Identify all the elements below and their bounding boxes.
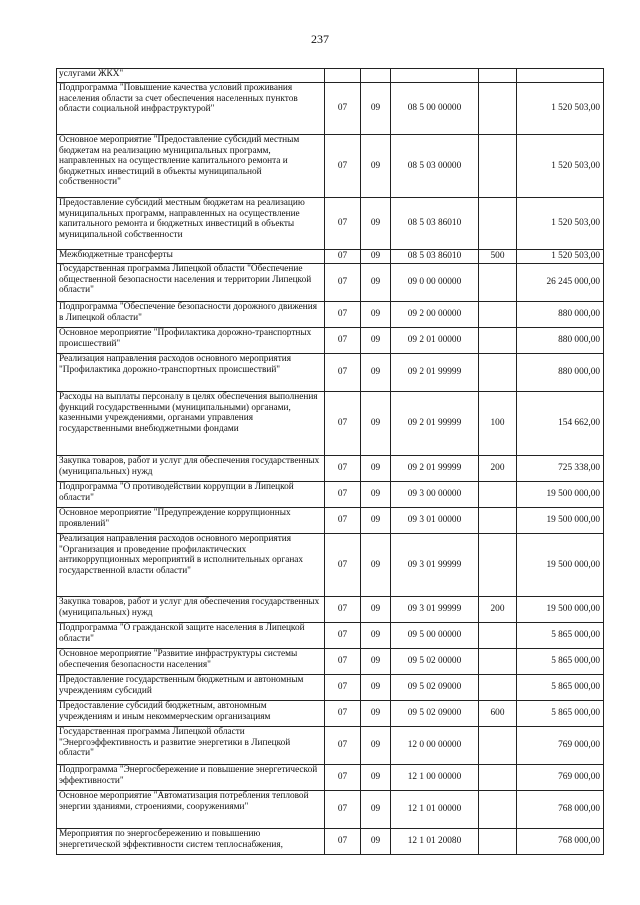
amount-cell: 154 662,00 [517,392,604,456]
expense-type-cell: 200 [479,456,517,482]
row-name-cell: Основное мероприятие "Предупреждение коррупционных проявлений" [57,508,325,534]
row-name-cell: услугами ЖКХ" [57,69,325,83]
table-row [57,765,604,791]
amount-cell: 769 000,00 [517,727,604,765]
section-code-cell: 07 [325,83,361,135]
subsection-code-cell: 09 [361,392,391,456]
expense-type-cell [479,623,517,649]
target-article-cell: 09 2 01 99999 [391,392,479,456]
section-code-cell: 07 [325,328,361,354]
section-code-cell: 07 [325,623,361,649]
table-row [57,392,604,456]
section-code-cell: 07 [325,765,361,791]
table-row [57,69,604,83]
section-code-cell: 07 [325,135,361,198]
amount-cell: 1 520 503,00 [517,198,604,250]
expense-type-cell: 200 [479,597,517,623]
expense-type-cell [479,69,517,83]
section-code-cell: 07 [325,597,361,623]
row-name-cell: Подпрограмма "Повышение качества условий проживания населения области за счет обеспечения населенных пунктов области социальной инфраструктурой" [57,83,325,135]
row-name-cell: Основное мероприятие "Предоставление субсидий местным бюджетам на реализацию муниципальных программ, направленных на осуществление капитального ремонта и бюджетных инвестиций в объекты муниципальной собственности" [57,135,325,198]
row-name-cell: Государственная программа Липецкой области "Обеспечение общественной безопасности населения и территории Липецкой области" [57,264,325,302]
subsection-code-cell: 09 [361,264,391,302]
target-article-cell: 09 5 02 09000 [391,701,479,727]
amount-cell: 768 000,00 [517,829,604,855]
amount-cell: 880 000,00 [517,328,604,354]
table-row [57,701,604,727]
amount-cell: 725 338,00 [517,456,604,482]
table-row [57,302,604,328]
expense-type-cell [479,649,517,675]
target-article-cell: 08 5 03 86010 [391,198,479,250]
subsection-code-cell: 09 [361,83,391,135]
amount-cell: 19 500 000,00 [517,482,604,508]
target-article-cell: 09 3 01 99999 [391,534,479,597]
target-article-cell: 09 2 01 00000 [391,328,479,354]
section-code-cell: 07 [325,198,361,250]
expense-type-cell: 600 [479,701,517,727]
table-row [57,250,604,264]
expense-type-cell [479,198,517,250]
subsection-code-cell: 09 [361,675,391,701]
subsection-code-cell: 09 [361,534,391,597]
section-code-cell: 07 [325,456,361,482]
subsection-code-cell [361,69,391,83]
subsection-code-cell: 09 [361,623,391,649]
table-row [57,791,604,829]
row-name-cell: Расходы на выплаты персоналу в целях обеспечения выполнения функций государственными (муниципальными) органами, казенными учреждениями, органами управления государственными внебюджетными фондами [57,392,325,456]
section-code-cell: 07 [325,701,361,727]
target-article-cell: 09 3 00 00000 [391,482,479,508]
expense-type-cell [479,302,517,328]
table-row [57,675,604,701]
target-article-cell: 09 5 02 09000 [391,675,479,701]
row-name-cell: Подпрограмма "Энергосбережение и повышение энергетической эффективности" [57,765,325,791]
row-name-cell: Предоставление субсидий местным бюджетам на реализацию муниципальных программ, направленных на осуществление капитального ремонта и бюджетных инвестиций в объекты муниципальной собственности [57,198,325,250]
section-code-cell: 07 [325,829,361,855]
section-code-cell: 07 [325,508,361,534]
table-row [57,354,604,392]
section-code-cell: 07 [325,392,361,456]
amount-cell: 880 000,00 [517,302,604,328]
expense-type-cell [479,354,517,392]
amount-cell: 768 000,00 [517,791,604,829]
subsection-code-cell: 09 [361,302,391,328]
amount-cell: 19 500 000,00 [517,534,604,597]
row-name-cell: Закупка товаров, работ и услуг для обеспечения государственных (муниципальных) нужд [57,597,325,623]
target-article-cell: 12 1 01 00000 [391,791,479,829]
amount-cell: 1 520 503,00 [517,250,604,264]
expense-type-cell [479,482,517,508]
target-article-cell [391,69,479,83]
row-name-cell: Основное мероприятие "Развитие инфраструктуры системы обеспечения безопасности населения" [57,649,325,675]
target-article-cell: 09 5 00 00000 [391,623,479,649]
row-name-cell: Подпрограмма "Обеспечение безопасности дорожного движения в Липецкой области" [57,302,325,328]
subsection-code-cell: 09 [361,328,391,354]
subsection-code-cell: 09 [361,198,391,250]
amount-cell: 5 865 000,00 [517,649,604,675]
table-row [57,534,604,597]
page-number: 237 [311,32,329,46]
row-name-cell: Закупка товаров, работ и услуг для обеспечения государственных (муниципальных) нужд [57,456,325,482]
expense-type-cell: 100 [479,392,517,456]
section-code-cell: 07 [325,675,361,701]
target-article-cell: 09 2 00 00000 [391,302,479,328]
subsection-code-cell: 09 [361,649,391,675]
section-code-cell: 07 [325,354,361,392]
amount-cell: 19 500 000,00 [517,597,604,623]
subsection-code-cell: 09 [361,765,391,791]
amount-cell: 5 865 000,00 [517,623,604,649]
row-name-cell: Основное мероприятие "Автоматизация потребления тепловой энергии зданиями, строениями, сооружениями" [57,791,325,829]
target-article-cell: 09 2 01 99999 [391,456,479,482]
amount-cell: 19 500 000,00 [517,508,604,534]
target-article-cell: 12 1 01 20080 [391,829,479,855]
row-name-cell: Мероприятия по энергосбережению и повышению энергетической эффективности систем теплоснабжения, [57,829,325,855]
table-row [57,264,604,302]
amount-cell: 26 245 000,00 [517,264,604,302]
table-row [57,649,604,675]
expense-type-cell [479,791,517,829]
table-row [57,597,604,623]
expense-type-cell [479,508,517,534]
expense-type-cell [479,829,517,855]
table-row [57,135,604,198]
budget-table [56,68,604,855]
subsection-code-cell: 09 [361,482,391,508]
expense-type-cell [479,727,517,765]
expense-type-cell [479,135,517,198]
section-code-cell: 07 [325,302,361,328]
target-article-cell: 08 5 03 86010 [391,250,479,264]
table-row [57,482,604,508]
subsection-code-cell: 09 [361,135,391,198]
target-article-cell: 09 2 01 99999 [391,354,479,392]
target-article-cell: 09 3 01 99999 [391,597,479,623]
subsection-code-cell: 09 [361,791,391,829]
section-code-cell [325,69,361,83]
expense-type-cell [479,83,517,135]
target-article-cell: 09 5 02 00000 [391,649,479,675]
row-name-cell: Реализация направления расходов основного мероприятия "Организация и проведение профилактических антикоррупционных мероприятий в исполнительных органах государственной власти области" [57,534,325,597]
expense-type-cell [479,765,517,791]
table-row [57,198,604,250]
subsection-code-cell: 09 [361,456,391,482]
amount-cell: 1 520 503,00 [517,135,604,198]
target-article-cell: 09 3 01 00000 [391,508,479,534]
target-article-cell: 08 5 00 00000 [391,83,479,135]
subsection-code-cell: 09 [361,727,391,765]
subsection-code-cell: 09 [361,508,391,534]
expense-type-cell [479,675,517,701]
row-name-cell: Межбюджетные трансферты [57,250,325,264]
section-code-cell: 07 [325,791,361,829]
row-name-cell: Государственная программа Липецкой области "Энергоэффективность и развитие энергетики в Липецкой области" [57,727,325,765]
row-name-cell: Основное мероприятие "Профилактика дорожно-транспортных происшествий" [57,328,325,354]
amount-cell: 769 000,00 [517,765,604,791]
amount-cell: 1 520 503,00 [517,83,604,135]
row-name-cell: Предоставление государственным бюджетным и автономным учреждениям субсидий [57,675,325,701]
subsection-code-cell: 09 [361,701,391,727]
section-code-cell: 07 [325,250,361,264]
table-row [57,829,604,855]
subsection-code-cell: 09 [361,597,391,623]
table-row [57,83,604,135]
target-article-cell: 08 5 03 00000 [391,135,479,198]
section-code-cell: 07 [325,649,361,675]
table-row [57,456,604,482]
subsection-code-cell: 09 [361,829,391,855]
row-name-cell: Реализация направления расходов основного мероприятия "Профилактика дорожно-транспортных происшествий" [57,354,325,392]
expense-type-cell: 500 [479,250,517,264]
subsection-code-cell: 09 [361,250,391,264]
row-name-cell: Подпрограмма "О гражданской защите населения в Липецкой области" [57,623,325,649]
budget-table-body [57,69,604,855]
section-code-cell: 07 [325,264,361,302]
amount-cell [517,69,604,83]
target-article-cell: 12 0 00 00000 [391,727,479,765]
expense-type-cell [479,328,517,354]
subsection-code-cell: 09 [361,354,391,392]
section-code-cell: 07 [325,482,361,508]
table-row [57,623,604,649]
table-row [57,328,604,354]
table-row [57,508,604,534]
table-row [57,727,604,765]
section-code-cell: 07 [325,727,361,765]
section-code-cell: 07 [325,534,361,597]
amount-cell: 880 000,00 [517,354,604,392]
expense-type-cell [479,534,517,597]
row-name-cell: Предоставление субсидий бюджетным, автономным учреждениям и иным некоммерческим организациям [57,701,325,727]
expense-type-cell [479,264,517,302]
amount-cell: 5 865 000,00 [517,675,604,701]
row-name-cell: Подпрограмма "О противодействии коррупции в Липецкой области" [57,482,325,508]
amount-cell: 5 865 000,00 [517,701,604,727]
target-article-cell: 09 0 00 00000 [391,264,479,302]
target-article-cell: 12 1 00 00000 [391,765,479,791]
